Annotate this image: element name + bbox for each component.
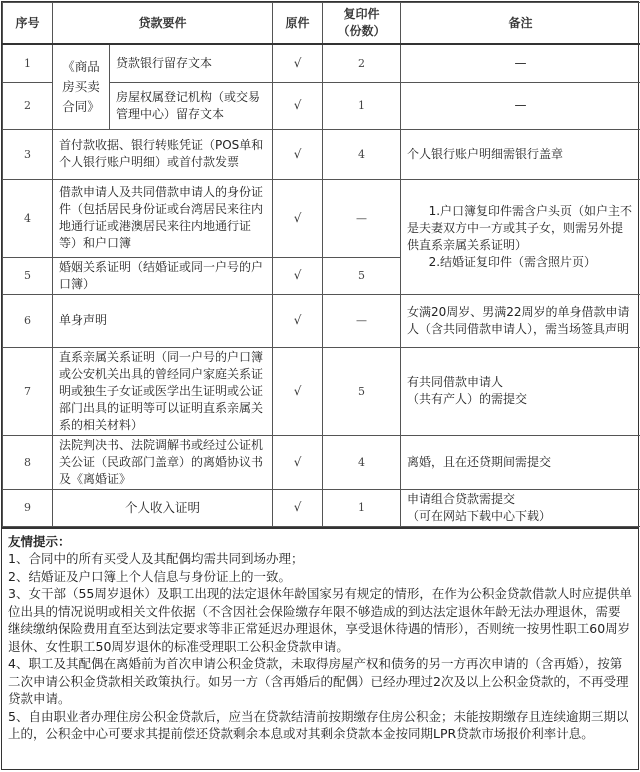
row-seq: 8 <box>3 435 53 489</box>
table-row <box>3 179 640 257</box>
header-original: 原件 <box>273 3 323 45</box>
row-copies: 1 <box>323 82 401 129</box>
table-row <box>3 435 640 489</box>
row-requirement: 婚姻关系证明（结婚证或同一户号的户口簿） <box>53 257 273 294</box>
table-row <box>3 44 640 82</box>
tips-title: 友情提示： <box>8 533 632 551</box>
row-requirement: 房屋权属登记机构（或交易管理中心）留存文本 <box>110 82 273 129</box>
row-requirement: 直系亲属关系证明（同一户号的户口簿或公安机关出具的曾经同户家庭关系证明或独生子女证或医学出生证明或公证部门出具的证明等可以证明直系亲属关系的相关材料） <box>53 347 273 435</box>
remark-item-2: 2.结婚证复印件（需含照片页） <box>407 254 634 271</box>
group-label-line: 合同》 <box>59 97 103 117</box>
check-icon: √ <box>273 82 323 129</box>
row-copies: 5 <box>323 257 401 294</box>
remark-line: 申请组合贷款需提交 <box>407 491 634 508</box>
row-seq: 5 <box>3 257 53 294</box>
table-row <box>3 129 640 179</box>
loan-requirements-table <box>2 2 640 527</box>
row-seq: 6 <box>3 294 53 347</box>
header-copies-line1: 复印件 <box>329 6 394 23</box>
row-requirement: 法院判决书、法院调解书或经过公证机关公证（民政部门盖章）的离婚协议书及《离婚证》 <box>53 435 273 489</box>
row-seq: 9 <box>3 489 53 526</box>
table-row <box>3 294 640 347</box>
check-icon: √ <box>273 129 323 179</box>
row-requirement: 首付款收据、银行转账凭证（POS单和个人银行账户明细）或首付款发票 <box>53 129 273 179</box>
row-remarks: — <box>401 44 640 82</box>
row-copies: — <box>323 294 401 347</box>
tip-item: 2、结婚证及户口簿上个人信息与身份证上的一致。 <box>8 568 632 586</box>
remark-line: （共有产人）的需提交 <box>407 391 634 408</box>
row-seq: 2 <box>3 82 53 129</box>
row-requirement: 借款申请人及共同借款申请人的身份证件（包括居民身份证或台湾居民来往内地通行证或港澳居民来往内地通行证等）和户口簿 <box>53 179 273 257</box>
row-requirement: 单身声明 <box>53 294 273 347</box>
remark-item-1: 1.户口簿复印件需含户头页（如户主不是夫妻双方中一方或其子女，则需另外提供直系亲属关系证明） <box>407 203 634 254</box>
row-remarks: 个人银行账户明细需银行盖章 <box>401 129 640 179</box>
row-remarks: — <box>401 82 640 129</box>
check-icon: √ <box>273 294 323 347</box>
table-header-row <box>3 3 640 45</box>
tip-item: 5、自由职业者办理住房公积金贷款后，应当在贷款结清前按期缴存住房公积金；未能按期缴存且连续逾期三期以上的，公积金中心可要求其提前偿还贷款剩余本息或对其剩余贷款本金按同期LPR贷款市场报价利率计息。 <box>8 708 632 743</box>
loan-requirements-document <box>1 1 639 770</box>
check-icon: √ <box>273 489 323 526</box>
row-copies: 2 <box>323 44 401 82</box>
header-copies-line2: （份数） <box>329 23 394 40</box>
check-icon: √ <box>273 179 323 257</box>
tip-item: 4、职工及其配偶在离婚前为首次申请公积金贷款，未取得房屋产权和债务的另一方再次申请的（含再婚），按第二次申请公积金贷款相关政策执行。如另一方（含再婚后的配偶）已经办理过2次及以上公积金贷款的，不再受理贷款申请。 <box>8 655 632 708</box>
table-row <box>3 489 640 526</box>
tip-item: 1、合同中的所有买受人及其配偶均需共同到场办理； <box>8 550 632 568</box>
row-copies: 4 <box>323 435 401 489</box>
header-requirement: 贷款要件 <box>53 3 273 45</box>
row-remarks: 离婚，且在还贷期间需提交 <box>401 435 640 489</box>
remark-line: （可在网站下载中心下载） <box>407 508 634 525</box>
row-seq: 4 <box>3 179 53 257</box>
row-seq: 1 <box>3 44 53 82</box>
table-row <box>3 347 640 435</box>
check-icon: √ <box>273 44 323 82</box>
row-seq: 3 <box>3 129 53 179</box>
row-requirement: 个人收入证明 <box>53 489 273 526</box>
remark-line: 有共同借款申请人 <box>407 374 634 391</box>
header-copies <box>323 3 401 45</box>
header-remarks: 备注 <box>401 3 640 45</box>
merged-remarks-id-marriage <box>401 179 640 294</box>
check-icon: √ <box>273 257 323 294</box>
row-remarks <box>401 347 640 435</box>
row-requirement: 贷款银行留存文本 <box>110 44 273 82</box>
row-copies: — <box>323 179 401 257</box>
row-copies: 5 <box>323 347 401 435</box>
group-label-line: 房买卖 <box>59 77 103 97</box>
group-label-contract <box>53 44 110 129</box>
group-label-line: 《商品 <box>59 57 103 77</box>
check-icon: √ <box>273 347 323 435</box>
header-seq: 序号 <box>3 3 53 45</box>
row-copies: 1 <box>323 489 401 526</box>
friendly-tips <box>2 527 638 747</box>
check-icon: √ <box>273 435 323 489</box>
tip-item: 3、女干部（55周岁退休）及职工出现的法定退休年龄国家另有规定的情形，在作为公积金贷款借款人时应提供单位出具的情况说明或相关文件依据（不含因社会保险缴存年限不够造成的到达法定退休年龄无法办理退休，需要继续缴纳保险费用直至达到法定要求等非正常延迟办理退休，享受退休待遇的情形），否则统一按男性职工60周岁退休、女性职工50周岁退休的标准受理职工公积金贷款申请。 <box>8 585 632 655</box>
row-remarks <box>401 489 640 526</box>
row-copies: 4 <box>323 129 401 179</box>
row-remarks: 女满20周岁、男满22周岁的单身借款申请人（含共同借款申请人），需当场签具声明 <box>401 294 640 347</box>
row-seq: 7 <box>3 347 53 435</box>
